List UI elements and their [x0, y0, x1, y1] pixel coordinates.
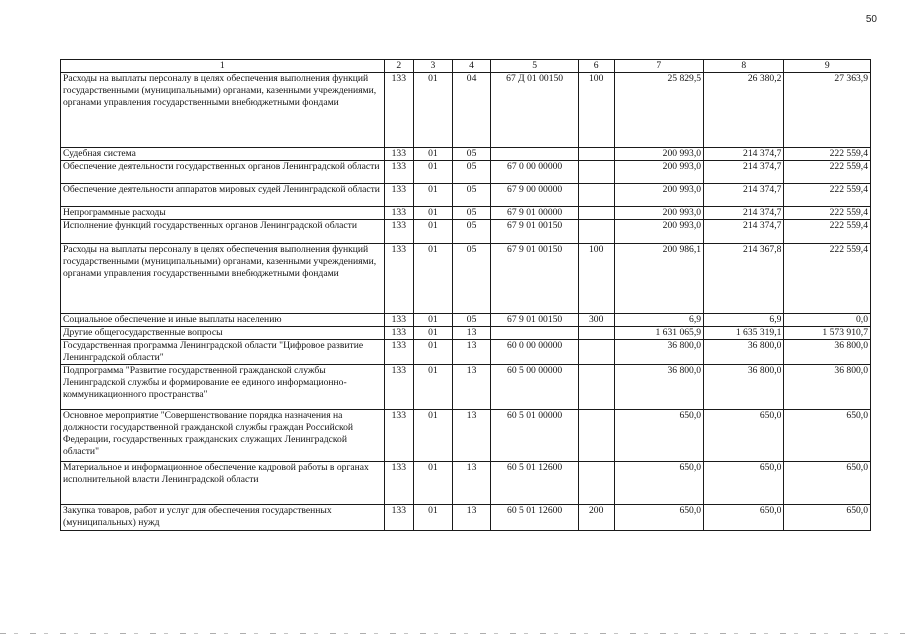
cell-code: 133 [384, 184, 414, 207]
cell-amount-col8: 214 374,7 [704, 184, 784, 207]
cell-amount-col9: 222 559,4 [784, 207, 871, 220]
cell-target-article [491, 327, 579, 340]
cell-section: 01 [414, 505, 453, 531]
header-cell: 6 [578, 60, 614, 73]
cell-amount-col7: 36 800,0 [614, 340, 704, 365]
cell-amount-col7: 650,0 [614, 410, 704, 462]
cell-section: 01 [414, 462, 453, 505]
cell-target-article: 67 9 01 00150 [491, 220, 579, 244]
budget-table [60, 59, 871, 531]
cell-subsection: 05 [452, 184, 491, 207]
header-cell: 3 [414, 60, 453, 73]
budget-item-name: Непрограммные расходы [61, 207, 385, 220]
cell-amount-col8: 650,0 [704, 505, 784, 531]
cell-amount-col7: 200 986,1 [614, 244, 704, 314]
budget-item-name: Другие общегосударственные вопросы [61, 327, 385, 340]
cell-amount-col9: 27 363,9 [784, 73, 871, 148]
header-cell: 5 [491, 60, 579, 73]
cell-target-article: 67 9 01 00150 [491, 314, 579, 327]
budget-item-name: Исполнение функций государственных органов Ленинградской области [61, 220, 385, 244]
cell-amount-col8: 36 800,0 [704, 340, 784, 365]
table-row [61, 340, 871, 365]
cell-amount-col8: 650,0 [704, 410, 784, 462]
cell-amount-col7: 200 993,0 [614, 161, 704, 184]
cell-subsection: 13 [452, 410, 491, 462]
cell-code: 133 [384, 327, 414, 340]
cell-amount-col8: 214 374,7 [704, 207, 784, 220]
cell-subsection: 05 [452, 244, 491, 314]
scan-artifact-line [0, 633, 905, 634]
table-row [61, 462, 871, 505]
cell-amount-col9: 36 800,0 [784, 340, 871, 365]
cell-target-article: 67 Д 01 00150 [491, 73, 579, 148]
cell-expense-type [578, 410, 614, 462]
budget-item-name: Обеспечение деятельности государственных органов Ленинградской области [61, 161, 385, 184]
cell-target-article [491, 148, 579, 161]
cell-subsection: 05 [452, 161, 491, 184]
budget-item-name: Основное мероприятие "Совершенствование порядка назначения на должности государственной гражданской службы граждан Российской Федерации, государственных гражданских служащих Ленинградской области" [61, 410, 385, 462]
cell-expense-type: 300 [578, 314, 614, 327]
cell-amount-col9: 36 800,0 [784, 365, 871, 410]
cell-section: 01 [414, 73, 453, 148]
table-row [61, 184, 871, 207]
table-row [61, 244, 871, 314]
cell-amount-col7: 650,0 [614, 462, 704, 505]
budget-item-name: Расходы на выплаты персоналу в целях обеспечения выполнения функций государственными (муниципальными) органами, казенными учреждениями, органами управления государственными внебюджетными фондами [61, 73, 385, 148]
cell-section: 01 [414, 410, 453, 462]
cell-amount-col9: 222 559,4 [784, 220, 871, 244]
cell-amount-col9: 222 559,4 [784, 161, 871, 184]
cell-amount-col8: 214 374,7 [704, 148, 784, 161]
cell-amount-col7: 6,9 [614, 314, 704, 327]
cell-expense-type [578, 207, 614, 220]
cell-code: 133 [384, 220, 414, 244]
table-row [61, 73, 871, 148]
budget-item-name: Судебная система [61, 148, 385, 161]
cell-expense-type [578, 148, 614, 161]
cell-section: 01 [414, 161, 453, 184]
budget-item-name: Социальное обеспечение и иные выплаты населению [61, 314, 385, 327]
cell-section: 01 [414, 244, 453, 314]
cell-amount-col7: 200 993,0 [614, 184, 704, 207]
table-row [61, 505, 871, 531]
cell-expense-type [578, 462, 614, 505]
header-cell: 4 [452, 60, 491, 73]
cell-code: 133 [384, 244, 414, 314]
cell-expense-type [578, 161, 614, 184]
cell-amount-col8: 6,9 [704, 314, 784, 327]
cell-expense-type: 100 [578, 244, 614, 314]
table-row [61, 327, 871, 340]
cell-subsection: 13 [452, 365, 491, 410]
cell-amount-col9: 222 559,4 [784, 148, 871, 161]
cell-section: 01 [414, 220, 453, 244]
cell-subsection: 13 [452, 340, 491, 365]
cell-section: 01 [414, 365, 453, 410]
cell-target-article: 67 9 01 00000 [491, 207, 579, 220]
cell-target-article: 60 0 00 00000 [491, 340, 579, 365]
budget-item-name: Закупка товаров, работ и услуг для обеспечения государственных (муниципальных) нужд [61, 505, 385, 531]
cell-amount-col8: 214 374,7 [704, 161, 784, 184]
cell-section: 01 [414, 148, 453, 161]
cell-code: 133 [384, 340, 414, 365]
cell-code: 133 [384, 207, 414, 220]
cell-code: 133 [384, 73, 414, 148]
cell-subsection: 05 [452, 148, 491, 161]
budget-item-name: Расходы на выплаты персоналу в целях обеспечения выполнения функций государственными (муниципальными) органами, казенными учреждениями, органами управления государственными внебюджетными фондами [61, 244, 385, 314]
header-cell: 9 [784, 60, 871, 73]
cell-amount-col9: 650,0 [784, 462, 871, 505]
cell-subsection: 05 [452, 220, 491, 244]
budget-item-name: Государственная программа Ленинградской области "Цифровое развитие Ленинградской области" [61, 340, 385, 365]
budget-item-name: Подпрограмма "Развитие государственной гражданской службы Ленинградской службы и формирование ее единого информационно-коммуникационного пространства" [61, 365, 385, 410]
cell-target-article: 60 5 01 12600 [491, 505, 579, 531]
table-row [61, 220, 871, 244]
table-row [61, 314, 871, 327]
cell-amount-col7: 1 631 065,9 [614, 327, 704, 340]
page-number: 50 [865, 14, 877, 25]
cell-amount-col8: 1 635 319,1 [704, 327, 784, 340]
table-row [61, 148, 871, 161]
cell-amount-col7: 200 993,0 [614, 148, 704, 161]
cell-subsection: 05 [452, 207, 491, 220]
cell-expense-type [578, 365, 614, 410]
header-cell: 8 [704, 60, 784, 73]
cell-target-article: 67 9 01 00150 [491, 244, 579, 314]
cell-target-article: 60 5 01 12600 [491, 462, 579, 505]
cell-amount-col9: 0,0 [784, 314, 871, 327]
cell-code: 133 [384, 505, 414, 531]
cell-amount-col8: 214 367,8 [704, 244, 784, 314]
cell-amount-col9: 222 559,4 [784, 184, 871, 207]
cell-amount-col7: 200 993,0 [614, 220, 704, 244]
cell-amount-col9: 1 573 910,7 [784, 327, 871, 340]
cell-amount-col9: 222 559,4 [784, 244, 871, 314]
cell-target-article: 67 0 00 00000 [491, 161, 579, 184]
cell-amount-col7: 650,0 [614, 505, 704, 531]
cell-subsection: 04 [452, 73, 491, 148]
cell-section: 01 [414, 207, 453, 220]
cell-expense-type [578, 220, 614, 244]
cell-expense-type [578, 184, 614, 207]
header-row [61, 60, 871, 73]
cell-section: 01 [414, 327, 453, 340]
table-row [61, 365, 871, 410]
table-row [61, 410, 871, 462]
cell-subsection: 13 [452, 505, 491, 531]
cell-code: 133 [384, 314, 414, 327]
cell-amount-col9: 650,0 [784, 505, 871, 531]
cell-code: 133 [384, 410, 414, 462]
cell-amount-col9: 650,0 [784, 410, 871, 462]
cell-code: 133 [384, 161, 414, 184]
budget-item-name: Обеспечение деятельности аппаратов мировых судей Ленинградской области [61, 184, 385, 207]
cell-target-article: 60 5 00 00000 [491, 365, 579, 410]
cell-subsection: 13 [452, 462, 491, 505]
cell-code: 133 [384, 462, 414, 505]
cell-target-article: 67 9 00 00000 [491, 184, 579, 207]
cell-target-article: 60 5 01 00000 [491, 410, 579, 462]
table-row [61, 207, 871, 220]
cell-subsection: 05 [452, 314, 491, 327]
cell-amount-col7: 36 800,0 [614, 365, 704, 410]
cell-expense-type [578, 340, 614, 365]
cell-amount-col8: 214 374,7 [704, 220, 784, 244]
cell-amount-col7: 25 829,5 [614, 73, 704, 148]
cell-expense-type: 100 [578, 73, 614, 148]
cell-section: 01 [414, 184, 453, 207]
header-cell: 1 [61, 60, 385, 73]
cell-subsection: 13 [452, 327, 491, 340]
budget-item-name: Материальное и информационное обеспечение кадровой работы в органах исполнительной власти Ленинградской области [61, 462, 385, 505]
header-cell: 2 [384, 60, 414, 73]
cell-section: 01 [414, 340, 453, 365]
cell-code: 133 [384, 148, 414, 161]
table-row [61, 161, 871, 184]
cell-amount-col8: 26 380,2 [704, 73, 784, 148]
header-cell: 7 [614, 60, 704, 73]
cell-code: 133 [384, 365, 414, 410]
cell-section: 01 [414, 314, 453, 327]
cell-amount-col8: 36 800,0 [704, 365, 784, 410]
cell-amount-col7: 200 993,0 [614, 207, 704, 220]
cell-amount-col8: 650,0 [704, 462, 784, 505]
cell-expense-type [578, 327, 614, 340]
cell-expense-type: 200 [578, 505, 614, 531]
